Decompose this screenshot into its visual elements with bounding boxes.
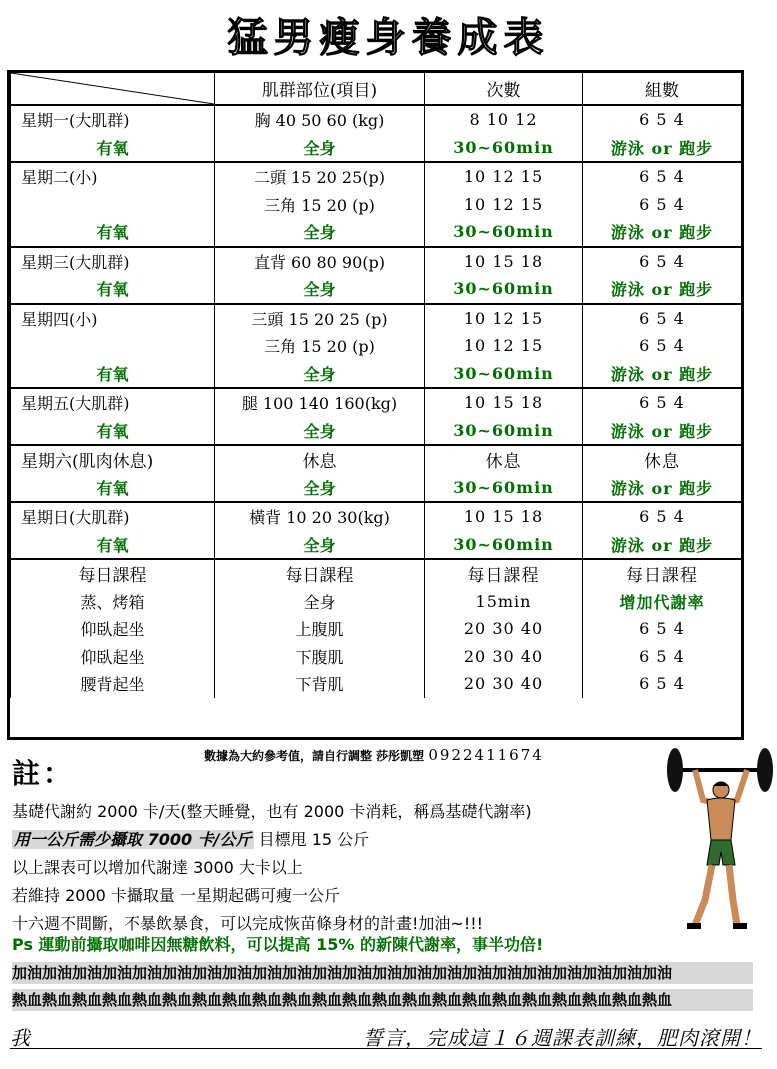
oath-me: 我	[10, 1026, 30, 1050]
sets-cell: 6 5 4	[583, 388, 742, 417]
exercise-row	[11, 162, 742, 191]
cardio-row	[11, 531, 742, 560]
reps-cell: 30~60min	[425, 134, 583, 163]
sets-cell: 游泳 or 跑步	[583, 474, 742, 503]
daily-item-cell: 每日課程	[11, 559, 215, 588]
cheer-band-1: 加油加油加油加油加油加油加油加油加油加油加油加油加油加油加油加油加油加油加油加油加油加油	[12, 962, 753, 984]
daily-reps-cell: 20 30 40	[425, 615, 583, 643]
sets-cell: 6 5 4	[583, 304, 742, 333]
cardio-row	[11, 360, 742, 389]
reps-cell: 30~60min	[425, 474, 583, 503]
daily-sets-cell: 6 5 4	[583, 615, 742, 643]
sets-cell: 6 5 4	[583, 191, 742, 219]
day-cell: 有氧	[11, 360, 215, 389]
daily-row	[11, 670, 742, 698]
sets-cell: 游泳 or 跑步	[583, 275, 742, 304]
note-text: 基礎代謝約 2000 卡/天(整天睡覺，也有 2000 卡消耗，稱爲基礎代謝率)	[12, 802, 532, 821]
day-cell: 星期一(大肌群)	[11, 105, 215, 134]
day-cell: 星期日(大肌群)	[11, 502, 215, 531]
oath-line	[10, 1022, 762, 1050]
day-cell: 星期三(大肌群)	[11, 247, 215, 276]
daily-item-cell: 仰臥起坐	[11, 615, 215, 643]
daily-row	[11, 588, 742, 616]
header-row	[11, 73, 742, 105]
day-cell: 有氧	[11, 531, 215, 560]
page-title: 猛男瘦身養成表	[227, 15, 550, 61]
note-line	[12, 854, 712, 882]
daily-reps-cell: 每日課程	[425, 559, 583, 588]
daily-sets-cell: 6 5 4	[583, 643, 742, 671]
header-diagonal	[11, 73, 214, 104]
body-part-cell: 胸 40 50 60 (kg)	[215, 105, 425, 134]
body-part-cell: 三頭 15 20 25 (p)	[215, 304, 425, 333]
cardio-row	[11, 474, 742, 503]
header-body-part: 肌群部位(項目)	[215, 73, 425, 105]
oath-underline	[10, 1048, 762, 1049]
exercise-row	[11, 502, 742, 531]
sets-cell: 6 5 4	[583, 247, 742, 276]
daily-part-cell: 上腹肌	[215, 615, 425, 643]
exercise-row	[11, 388, 742, 417]
day-cell: 有氧	[11, 275, 215, 304]
note-text: 若維持 2000 卡攝取量 一星期起碼可瘦一公斤	[12, 886, 340, 905]
reps-cell: 30~60min	[425, 218, 583, 247]
reps-cell: 10 12 15	[425, 304, 583, 333]
day-cell: 星期四(小)	[11, 304, 215, 333]
daily-sets-cell: 每日課程	[583, 559, 742, 588]
header-corner	[11, 73, 215, 105]
daily-reps-cell: 20 30 40	[425, 670, 583, 698]
reps-cell: 10 12 15	[425, 162, 583, 191]
daily-sets-cell: 增加代謝率	[583, 588, 742, 616]
body-part-cell: 直背 60 80 90(p)	[215, 247, 425, 276]
reps-cell: 8 10 12	[425, 105, 583, 134]
sets-cell: 6 5 4	[583, 332, 742, 360]
note-line	[12, 798, 712, 826]
body-part-cell: 全身	[215, 474, 425, 503]
day-cell	[11, 191, 215, 219]
exercise-row	[11, 191, 742, 219]
note-line	[12, 882, 712, 910]
schedule-table	[7, 70, 744, 740]
reps-cell: 10 15 18	[425, 247, 583, 276]
cheer-band-2: 熱血熱血熱血熱血熱血熱血熱血熱血熱血熱血熱血熱血熱血熱血熱血熱血熱血熱血熱血熱血熱血熱血	[12, 989, 753, 1011]
weightlifter-illustration	[665, 740, 775, 940]
body-part-cell: 全身	[215, 417, 425, 446]
body-part-cell: 全身	[215, 275, 425, 304]
day-cell: 有氧	[11, 218, 215, 247]
notes-lines	[12, 798, 712, 938]
exercise-row	[11, 304, 742, 333]
sets-cell: 游泳 or 跑步	[583, 531, 742, 560]
sets-cell: 游泳 or 跑步	[583, 417, 742, 446]
day-cell: 有氧	[11, 474, 215, 503]
exercise-row	[11, 105, 742, 134]
daily-part-cell: 下腹肌	[215, 643, 425, 671]
header-sets: 組數	[583, 73, 742, 105]
daily-part-cell: 每日課程	[215, 559, 425, 588]
disclaimer-text: 數據為大約參考值，請自行調整 莎彤凱塑	[204, 749, 425, 763]
note-text: 十六週不間斷，不暴飲暴食，可以完成恢苗條身材的計畫!加油~!!!	[12, 914, 484, 933]
daily-part-cell: 全身	[215, 588, 425, 616]
note-text: 以上課表可以增加代謝達 3000 大卡以上	[12, 858, 303, 877]
daily-reps-cell: 20 30 40	[425, 643, 583, 671]
reps-cell: 30~60min	[425, 275, 583, 304]
disclaimer-note	[204, 746, 544, 764]
body-part-cell: 全身	[215, 218, 425, 247]
reps-cell: 30~60min	[425, 531, 583, 560]
sets-cell: 6 5 4	[583, 105, 742, 134]
sets-cell: 游泳 or 跑步	[583, 134, 742, 163]
reps-cell: 10 12 15	[425, 332, 583, 360]
day-cell	[11, 332, 215, 360]
day-cell: 星期二(小)	[11, 162, 215, 191]
header-reps: 次數	[425, 73, 583, 105]
body-part-cell: 休息	[215, 445, 425, 474]
daily-row	[11, 615, 742, 643]
daily-item-cell: 腰背起坐	[11, 670, 215, 698]
exercise-row	[11, 445, 742, 474]
exercise-row	[11, 247, 742, 276]
daily-item-cell: 仰臥起坐	[11, 643, 215, 671]
sets-cell: 游泳 or 跑步	[583, 218, 742, 247]
day-cell: 星期六(肌肉休息)	[11, 445, 215, 474]
note-text: 目標甩 15 公斤	[253, 830, 370, 849]
sets-cell: 游泳 or 跑步	[583, 360, 742, 389]
body-part-cell: 二頭 15 20 25(p)	[215, 162, 425, 191]
cardio-row	[11, 218, 742, 247]
ps-tip: Ps 運動前攝取咖啡因無糖飲料，可以提高 15% 的新陳代謝率，事半功倍!	[12, 935, 544, 954]
oath-motto: 誓言，完成這１６週課表訓練，肥肉滾開！	[363, 1026, 762, 1050]
notes-heading: 註：	[12, 757, 75, 790]
body-part-cell: 腿 100 140 160(kg)	[215, 388, 425, 417]
daily-part-cell: 下背肌	[215, 670, 425, 698]
sets-cell: 休息	[583, 445, 742, 474]
schedule-grid	[10, 73, 742, 698]
note-line	[12, 826, 712, 854]
daily-row	[11, 559, 742, 588]
reps-cell: 10 15 18	[425, 502, 583, 531]
body-part-cell: 三角 15 20 (p)	[215, 191, 425, 219]
reps-cell: 10 12 15	[425, 191, 583, 219]
reps-cell: 30~60min	[425, 360, 583, 389]
daily-sets-cell: 6 5 4	[583, 670, 742, 698]
day-cell: 有氧	[11, 417, 215, 446]
sets-cell: 6 5 4	[583, 162, 742, 191]
body-part-cell: 全身	[215, 134, 425, 163]
daily-row	[11, 643, 742, 671]
body-part-cell: 全身	[215, 360, 425, 389]
daily-reps-cell: 15min	[425, 588, 583, 616]
body-part-cell: 三角 15 20 (p)	[215, 332, 425, 360]
reps-cell: 30~60min	[425, 417, 583, 446]
daily-item-cell: 蒸、烤箱	[11, 588, 215, 616]
day-cell: 有氧	[11, 134, 215, 163]
body-part-cell: 全身	[215, 531, 425, 560]
note-highlight: 用一公斤需少攝取 7000 卡/公斤	[14, 830, 252, 849]
reps-cell: 休息	[425, 445, 583, 474]
cardio-row	[11, 275, 742, 304]
day-cell: 星期五(大肌群)	[11, 388, 215, 417]
phone-number: 0922411674	[428, 746, 544, 764]
sets-cell: 6 5 4	[583, 502, 742, 531]
reps-cell: 10 15 18	[425, 388, 583, 417]
cardio-row	[11, 134, 742, 163]
cardio-row	[11, 417, 742, 446]
body-part-cell: 橫背 10 20 30(kg)	[215, 502, 425, 531]
exercise-row	[11, 332, 742, 360]
